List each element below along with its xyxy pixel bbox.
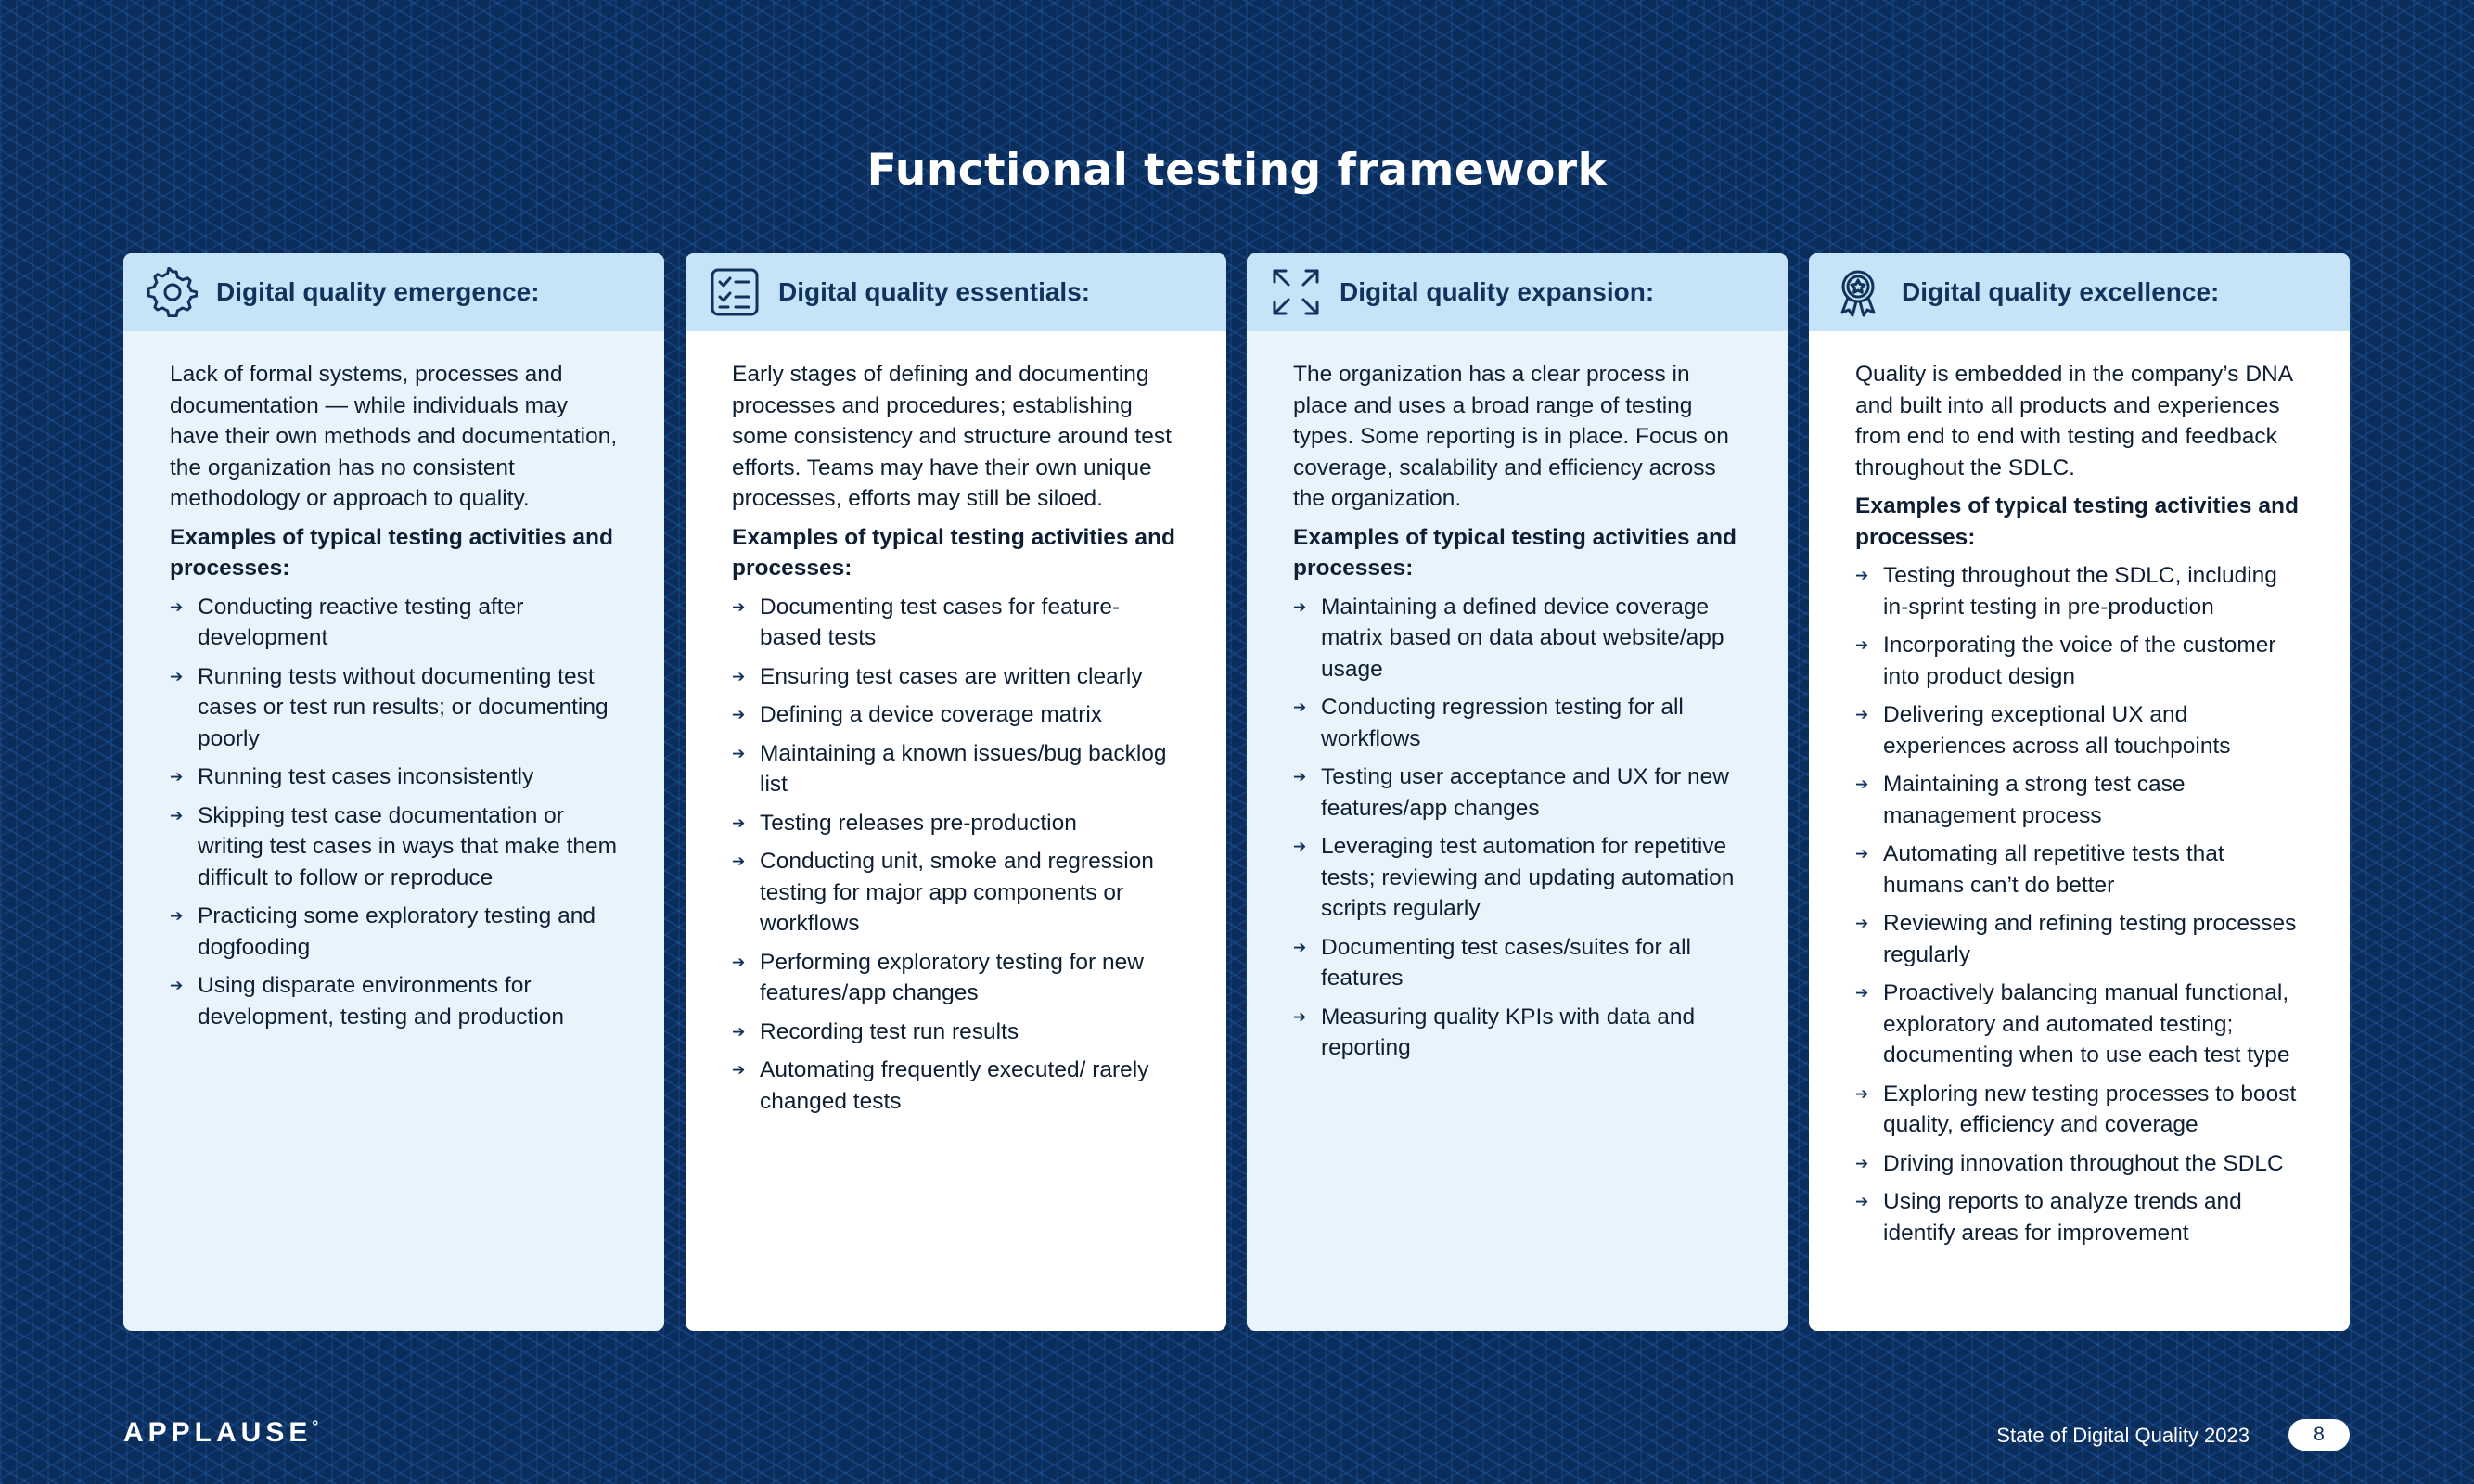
list-item: ➔ Conducting unit, smoke and regression testing for major app components or workflows bbox=[732, 846, 1180, 940]
card-title: Digital quality essentials: bbox=[778, 277, 1091, 306]
examples-heading: Examples of typical testing activities and processes: bbox=[1293, 524, 1737, 581]
examples-heading: Examples of typical testing activities and processes: bbox=[732, 524, 1175, 581]
list-item: ➔ Delivering exceptional UX and experiences across all touchpoints bbox=[1855, 699, 2303, 761]
arrow-right-icon: ➔ bbox=[1293, 838, 1307, 855]
list-item: ➔ Proactively balancing manual functional, exploratory and automated testing; documenting when to use each test type bbox=[1855, 978, 2303, 1071]
arrow-right-icon: ➔ bbox=[170, 977, 184, 994]
arrow-right-icon: ➔ bbox=[732, 667, 746, 685]
card-body bbox=[686, 331, 1226, 1117]
arrow-right-icon: ➔ bbox=[732, 1061, 746, 1079]
list-item: ➔ Automating all repetitive tests that humans can’t do better bbox=[1855, 838, 2303, 901]
card-header bbox=[1247, 253, 1788, 331]
arrow-right-icon: ➔ bbox=[1855, 1193, 1869, 1210]
gear-icon bbox=[147, 267, 198, 317]
card-description: Early stages of defining and documenting processes and procedures; establishing some consistency and structure around test efforts. Teams may have their own unique processes, efforts may still be siloed. bbox=[732, 362, 1172, 511]
expand-icon bbox=[1271, 267, 1321, 317]
list-item: ➔ Running tests without documenting test cases or test run results; or documenting poorly bbox=[170, 661, 618, 755]
examples-heading: Examples of typical testing activities and processes: bbox=[1855, 493, 2299, 550]
list-item: ➔ Testing throughout the SDLC, including in-sprint testing in pre-production bbox=[1855, 560, 2303, 622]
card-description: Lack of formal systems, processes and documentation — while individuals may have their own methods and documentation, the organization has no consistent methodology or approach to quality. bbox=[170, 362, 618, 511]
card-header bbox=[123, 253, 664, 331]
list-item: ➔ Conducting regression testing for all workflows bbox=[1293, 692, 1741, 754]
arrow-right-icon: ➔ bbox=[732, 953, 746, 971]
list-item: ➔ Skipping test case documentation or writing test cases in ways that make them difficult to follow or reproduce bbox=[170, 800, 618, 894]
examples-list bbox=[1293, 592, 1741, 1064]
list-item: ➔ Maintaining a defined device coverage matrix based on data about website/app usage bbox=[1293, 592, 1741, 685]
arrow-right-icon: ➔ bbox=[732, 813, 746, 832]
list-item: ➔ Driving innovation throughout the SDLC bbox=[1855, 1148, 2303, 1180]
arrow-right-icon: ➔ bbox=[170, 597, 184, 616]
arrow-right-icon: ➔ bbox=[170, 768, 184, 786]
list-item: ➔ Maintaining a strong test case management process bbox=[1855, 769, 2303, 831]
examples-list bbox=[170, 592, 618, 1033]
list-item: ➔ Measuring quality KPIs with data and reporting bbox=[1293, 1002, 1741, 1064]
arrow-right-icon: ➔ bbox=[1293, 597, 1307, 616]
checklist-icon bbox=[710, 267, 760, 317]
framework-cards bbox=[123, 253, 2350, 1331]
arrow-right-icon: ➔ bbox=[1855, 567, 1869, 584]
card-title: Digital quality excellence: bbox=[1902, 277, 2220, 306]
list-item: ➔ Automating frequently executed/ rarely changed tests bbox=[732, 1055, 1180, 1117]
arrow-right-icon: ➔ bbox=[170, 806, 184, 825]
examples-list bbox=[732, 592, 1180, 1118]
arrow-right-icon: ➔ bbox=[732, 597, 746, 616]
arrow-right-icon: ➔ bbox=[1855, 845, 1869, 863]
card-excellence bbox=[1809, 253, 2350, 1331]
card-header bbox=[1809, 253, 2350, 331]
arrow-right-icon: ➔ bbox=[1855, 984, 1869, 1002]
arrow-right-icon: ➔ bbox=[1293, 938, 1307, 956]
list-item: ➔ Performing exploratory testing for new features/app changes bbox=[732, 947, 1180, 1009]
arrow-right-icon: ➔ bbox=[732, 1022, 746, 1041]
list-item: ➔ Maintaining a known issues/bug backlog list bbox=[732, 738, 1180, 800]
arrow-right-icon: ➔ bbox=[1855, 706, 1869, 723]
list-item: ➔ Ensuring test cases are written clearly bbox=[732, 661, 1180, 693]
card-emergence bbox=[123, 253, 664, 1331]
list-item: ➔ Testing user acceptance and UX for new features/app changes bbox=[1293, 761, 1741, 824]
arrow-right-icon: ➔ bbox=[1293, 1007, 1307, 1026]
list-item: ➔ Reviewing and refining testing processes regularly bbox=[1855, 908, 2303, 970]
arrow-right-icon: ➔ bbox=[732, 744, 746, 762]
list-item: ➔ Recording test run results bbox=[732, 1017, 1180, 1048]
page-number-badge: 8 bbox=[2288, 1419, 2350, 1451]
card-expansion bbox=[1247, 253, 1788, 1331]
page-title: Functional testing framework bbox=[866, 145, 1608, 196]
list-item: ➔ Running test cases inconsistently bbox=[170, 761, 618, 793]
arrow-right-icon: ➔ bbox=[732, 852, 746, 870]
logo-mark: ° bbox=[312, 1417, 319, 1435]
card-essentials bbox=[686, 253, 1226, 1331]
card-title: Digital quality expansion: bbox=[1340, 277, 1655, 306]
list-item: ➔ Conducting reactive testing after development bbox=[170, 592, 618, 654]
examples-heading: Examples of typical testing activities and processes: bbox=[170, 524, 613, 581]
list-item: ➔ Documenting test cases/suites for all features bbox=[1293, 932, 1741, 994]
list-item: ➔ Testing releases pre-production bbox=[732, 808, 1180, 839]
arrow-right-icon: ➔ bbox=[1855, 1154, 1869, 1172]
list-item: ➔ Incorporating the voice of the customer into product design bbox=[1855, 630, 2303, 692]
list-item: ➔ Using disparate environments for development, testing and production bbox=[170, 970, 618, 1032]
list-item: ➔ Leveraging test automation for repetitive tests; reviewing and updating automation scripts regularly bbox=[1293, 831, 1741, 925]
examples-list bbox=[1855, 560, 2303, 1248]
applause-logo: APPLAUSE° bbox=[123, 1417, 319, 1448]
card-description: Quality is embedded in the company’s DNA and built into all products and experiences from end to end with testing and feedback throughout the SDLC. bbox=[1855, 362, 2292, 480]
arrow-right-icon: ➔ bbox=[1855, 775, 1869, 793]
arrow-right-icon: ➔ bbox=[1855, 915, 1869, 932]
card-body bbox=[1247, 331, 1788, 1064]
arrow-right-icon: ➔ bbox=[732, 706, 746, 723]
card-body bbox=[123, 331, 664, 1032]
arrow-right-icon: ➔ bbox=[1855, 636, 1869, 654]
card-title: Digital quality emergence: bbox=[216, 277, 540, 306]
arrow-right-icon: ➔ bbox=[1293, 698, 1307, 716]
arrow-right-icon: ➔ bbox=[170, 907, 184, 925]
card-header bbox=[686, 253, 1226, 331]
award-ribbon-icon bbox=[1833, 267, 1883, 317]
arrow-right-icon: ➔ bbox=[1855, 1084, 1869, 1103]
report-title: State of Digital Quality 2023 bbox=[1996, 1424, 2250, 1447]
list-item: ➔ Practicing some exploratory testing and dogfooding bbox=[170, 901, 618, 963]
list-item: ➔ Exploring new testing processes to boost quality, efficiency and coverage bbox=[1855, 1079, 2303, 1141]
list-item: ➔ Defining a device coverage matrix bbox=[732, 699, 1180, 731]
card-body bbox=[1809, 331, 2350, 1248]
card-description: The organization has a clear process in place and uses a broad range of testing types. Some reporting is in place. Focus on coverage, scalability and efficiency across the organization. bbox=[1293, 362, 1729, 511]
arrow-right-icon: ➔ bbox=[170, 667, 184, 685]
list-item: ➔ Documenting test cases for feature-based tests bbox=[732, 592, 1180, 654]
list-item: ➔ Using reports to analyze trends and identify areas for improvement bbox=[1855, 1186, 2303, 1248]
arrow-right-icon: ➔ bbox=[1293, 768, 1307, 786]
